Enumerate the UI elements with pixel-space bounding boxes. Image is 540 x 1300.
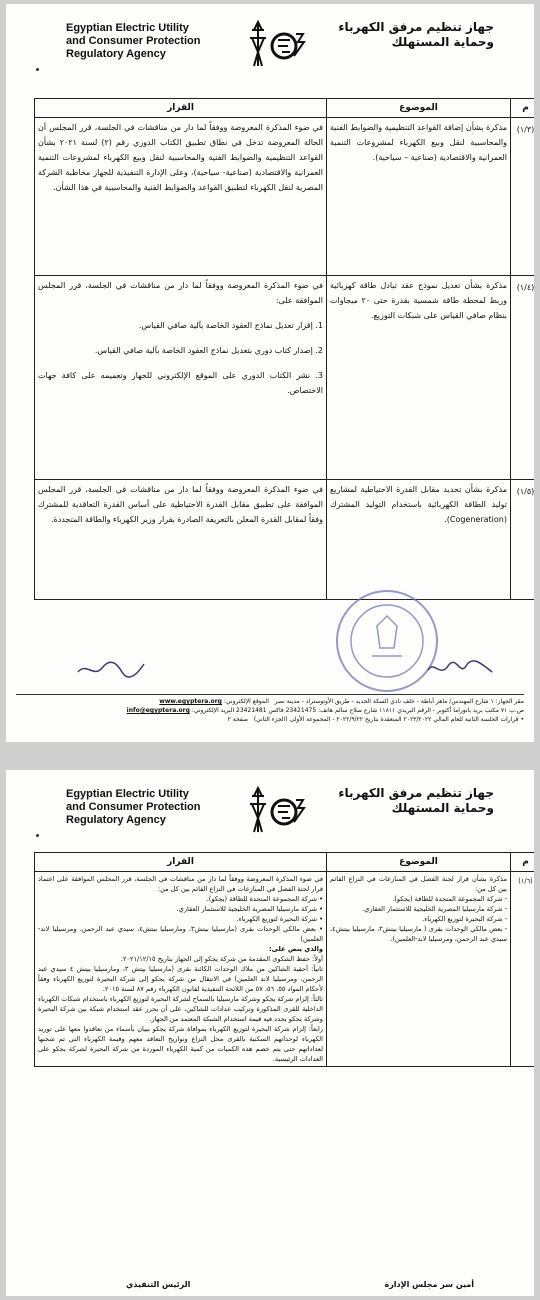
agency-logo-icon — [248, 784, 306, 836]
header-decision: القرار — [35, 99, 327, 118]
agency-ar-line1: جهاز تنظيم مرفق الكهرباء — [338, 786, 494, 800]
agency-ar-line1: جهاز تنظيم مرفق الكهرباء — [338, 20, 494, 34]
row-decision — [35, 872, 327, 1067]
page-footer — [16, 694, 524, 724]
row-subject — [327, 872, 511, 1067]
decision-line: • بعض مالكي الوحدات بقرى (مارسيليا بيتش٣، ومارسيليا بيتش٤، سيدي عبد الرحمن، ومرسيليا لاند-العلمين) — [38, 925, 323, 943]
decision-item: 3. نشر الكتاب الدوري على الموقع الإلكتروني للجهاز وتعميمه على كافة جهات الاختصاص. — [38, 371, 323, 395]
signature-right-icon — [426, 658, 496, 680]
subject-line: - شركة المجموعة المتحدة للطاقة (يجكو). — [392, 895, 507, 903]
table-row — [35, 118, 535, 276]
row-number: (١/٦) — [511, 872, 535, 1067]
page-header — [6, 4, 534, 84]
decision-line: ثالثاً: إلزام شركة يجكو وشركة مارسيليا بالسماح لشركة البحيرة لتوزيع الكهرباء باستخدام شبكات الكهرباء الداخلية للقرى المذكورة وتركيب عدادات للشاكين، على أن يحرر عقد استخدام شبكة بين شركة البحيرة وشركة يجكو يحدد فيه قيمة استخدام الشبكة المعتمد من الجهاز. — [38, 995, 323, 1023]
decision-item: 2. إصدار كتاب دوري بتعديل نماذج العقود الخاصة بآلية صافي القياس. — [94, 346, 323, 355]
agency-ar-line2: وحماية المستهلك — [391, 35, 494, 49]
agency-en-line2: and Consumer Protection — [66, 35, 201, 47]
footer-website-label: الموقع الإلكتروني — [225, 698, 269, 705]
agency-logo-icon — [248, 18, 306, 70]
agency-name-arabic — [338, 786, 494, 816]
row-number: (١/٥) — [511, 480, 535, 600]
decisions-table — [34, 852, 534, 1067]
agency-name-english — [66, 22, 200, 61]
table-row — [35, 276, 535, 480]
footer-email-link[interactable]: info@egyptera.org — [126, 707, 190, 714]
footer-phone: ص.ب ٧١ مكتب بريد بانوراما أكتوبر - الرقم البريدي ١١٨١١ شارع صلاح سالم هاتف: 23421475 فاكس 23421481 البريد الإلكتروني: — [191, 707, 524, 714]
footer-address: مقر الجهاز: ١ شارع المهندس/ ماهر أباظة - خلف نادي السكة الحديد - طريق الأوتوستراد - مدينة نصر الموقع الإلكتروني: www.egyptera.org — [16, 694, 524, 706]
decision-line: أولاً: حفظ الشكوى المقدمة من شركة يجكو إلى الجهاز بتاريخ ٢٠٢١/١٢/١٥. — [120, 955, 323, 963]
footer-website-link[interactable]: www.egyptera.org — [159, 698, 222, 705]
page-header — [6, 770, 534, 850]
decision-line: في ضوء المذكرة المعروضة ووفقاً لما دار من مناقشات في الجلسة، قرر المجلس الموافقة على اعتماد قرار لجنة الفصل في المنازعات في النزاع القائم بين كل من: — [38, 875, 323, 893]
agency-en-line3: Regulatory Agency — [66, 48, 166, 60]
footer-meeting: • قرارات الجلسة الثانية للعام المالي ٢٠٢٣/٢٠٢٢ المنعقدة بتاريخ ٢٠٢٢/٩/٢٢ - المجموعة الأولى (الجزء الثاني) صفحة ٢ — [227, 716, 524, 723]
table-row — [35, 480, 535, 600]
decision-line: والذي ينص على: — [269, 945, 323, 953]
row-decision — [35, 276, 327, 480]
agency-name-english — [66, 788, 200, 827]
bullet-dot — [36, 834, 39, 837]
row-decision: في ضوء المذكرة المعروضة ووفقاً لما دار من مناقشات في الجلسة، قرر المجلس أن الحالة المعروضة تدخل في نطاق تطبيق الكتاب الدوري رقم (٢) لسنة ٢٠٢١ بشأن القواعد التنظيمية والضوابط الفنية والمحاسبية لنقل وبيع الكهرباء لمشروعات التنمية العمرانية والاقتصادية (صناعية- سياحية)، وعلى الإدارة التنفيذية للجهاز مخاطبة الشركة المصرية لنقل الكهرباء لتطبيق القواعد والضوابط الفنية والمحاسبية في هذا الشأن. — [35, 118, 327, 276]
signature-titles — [16, 1280, 514, 1296]
sign-title-right: أمين سر مجلس الإدارة — [384, 1280, 474, 1289]
header-number: م — [511, 853, 535, 872]
decision-line: • شركة المجموعة المتحدة للطاقة (يجكو). — [206, 895, 323, 903]
subject-line: - شركة البحيرة لتوزيع الكهرباء. — [422, 915, 507, 923]
footer-meeting-text: قرارات الجلسة الثانية للعام المالي ٢٠٢٣/٢٠٢٢ المنعقدة بتاريخ ٢٠٢٢/٩/٢٢ - المجموعة الأولى (الجزء الثاني) — [253, 716, 519, 723]
decision-item: 1. إقرار تعديل نماذج العقود الخاصة بآلية صافي القياس. — [138, 321, 323, 330]
agency-en-line2: and Consumer Protection — [66, 801, 201, 813]
agency-en-line1: Egyptian Electric Utility — [66, 22, 189, 34]
agency-name-arabic — [338, 20, 494, 50]
row-number: (١/٤) — [511, 276, 535, 480]
bullet-dot — [36, 68, 39, 71]
document-page-2 — [6, 770, 534, 1296]
agency-en-line1: Egyptian Electric Utility — [66, 788, 189, 800]
sign-title-left: الرئيس التنفيذي — [126, 1280, 191, 1289]
decision-line: • شركة مارسيليا المصرية الخليجية للاستثمار العقاري. — [176, 905, 323, 913]
table-row — [35, 872, 535, 1067]
decision-line: • شركة البحيرة لتوزيع الكهرباء. — [236, 915, 323, 923]
subject-line: - بعض مالكي الوحدات بقرى ( مارسيليا بيتش٣، مارسيليا بيتش٤، سيدي عبد الرحمن، ومرسيليا لاند-العلمين). — [330, 925, 508, 943]
header-subject: الموضوع — [327, 853, 511, 872]
row-subject: مذكرة بشأن تحديد مقابل القدرة الاحتياطية لمشاريع توليد الطاقة الكهربائية باستخدام التوليد المشترك (Cogeneration). — [327, 480, 511, 600]
header-subject: الموضوع — [327, 99, 511, 118]
decision-intro: في ضوء المذكرة المعروضة ووفقاً لما دار من مناقشات في الجلسة، قرر المجلس الموافقة على: — [38, 281, 323, 305]
decisions-table — [34, 98, 534, 600]
document-page-1 — [6, 4, 534, 742]
agency-ar-line2: وحماية المستهلك — [391, 801, 494, 815]
subject-line: مذكرة بشأن قرار لجنة الفصل في المنازعات في النزاع القائم بين كل من: — [330, 875, 507, 893]
footer-address-text: مقر الجهاز: ١ شارع المهندس/ ماهر أباظة - خلف نادي السكة الحديد - طريق الأوتوستراد - مدينة نصر — [274, 698, 524, 705]
row-subject: مذكرة بشأن تعديل نموذج عقد تبادل طاقة كهربائية وربط لمحطة طاقة شمسية بقدرة حتى ٢٠ ميجاوات بنظام صافي القياس على شبكات التوزيع. — [327, 276, 511, 480]
footer-contact — [16, 706, 524, 715]
row-decision: في ضوء المذكرة المعروضة ووفقاً لما دار من مناقشات في الجلسة، قرر المجلس الموافقة على تطبيق مقابل القدرة الاحتياطية على أساس القدرة التعاقدية للمشترك وفقاً لمقابل القدرة المعلن بالتعريفة الصادرة بقرار وزير الكهرباء والطاقة المتجددة. — [35, 480, 327, 600]
footer-page-number: صفحة ٢ — [227, 716, 248, 723]
subject-line: - شركة مارسيليا المصرية الخليجية للاستثمار العقاري. — [362, 905, 507, 913]
row-number: (١/٣) — [511, 118, 535, 276]
header-decision: القرار — [35, 853, 327, 872]
header-number: م — [511, 99, 535, 118]
agency-en-line3: Regulatory Agency — [66, 814, 166, 826]
decision-line: رابعاً: إلزام شركة البحيرة لتوزيع الكهرباء بموافاة شركة يجكو ببيان بأسماء من تعاقدوا معها على توريد الكهرباء لوحداتهم السكنية بالقرى محل النزاع وتواريخ التعاقد معهم وقيمة الكهرباء التي تم شحنها لعداداتهم حتى يتم خصم هذه الكميات من كمية الكهرباء الموردة من شركة البحيرة لشركة يجكو على العدادات الرئيسية. — [38, 1025, 323, 1063]
signature-left-icon — [76, 658, 146, 680]
row-subject: مذكرة بشأن إضافة القواعد التنظيمية والضوابط الفنية والمحاسبية لنقل وبيع الكهرباء لمشروعات التنمية العمرانية والاقتصادية (صناعية – سياحية). — [327, 118, 511, 276]
decision-line: ثانياً: أحقية الشاكين من ملاك الوحدات الكائنة بقرى (مارسيليا بيتش ٣، ومارسيليا بيتش ٤ سيدي عبد الرحمن، ومرسيليا لاند العلمين) في الانتقال من شركة يجكو إلى شركة البحيرة لتوزيع الكهرباء وفقاً لأحكام المواد ٥٥، ٥٦، ٥٧ من اللائحة التنفيذية لقانون الكهرباء رقم ٨٧ لسنة ٢٠١٥. — [38, 965, 323, 993]
